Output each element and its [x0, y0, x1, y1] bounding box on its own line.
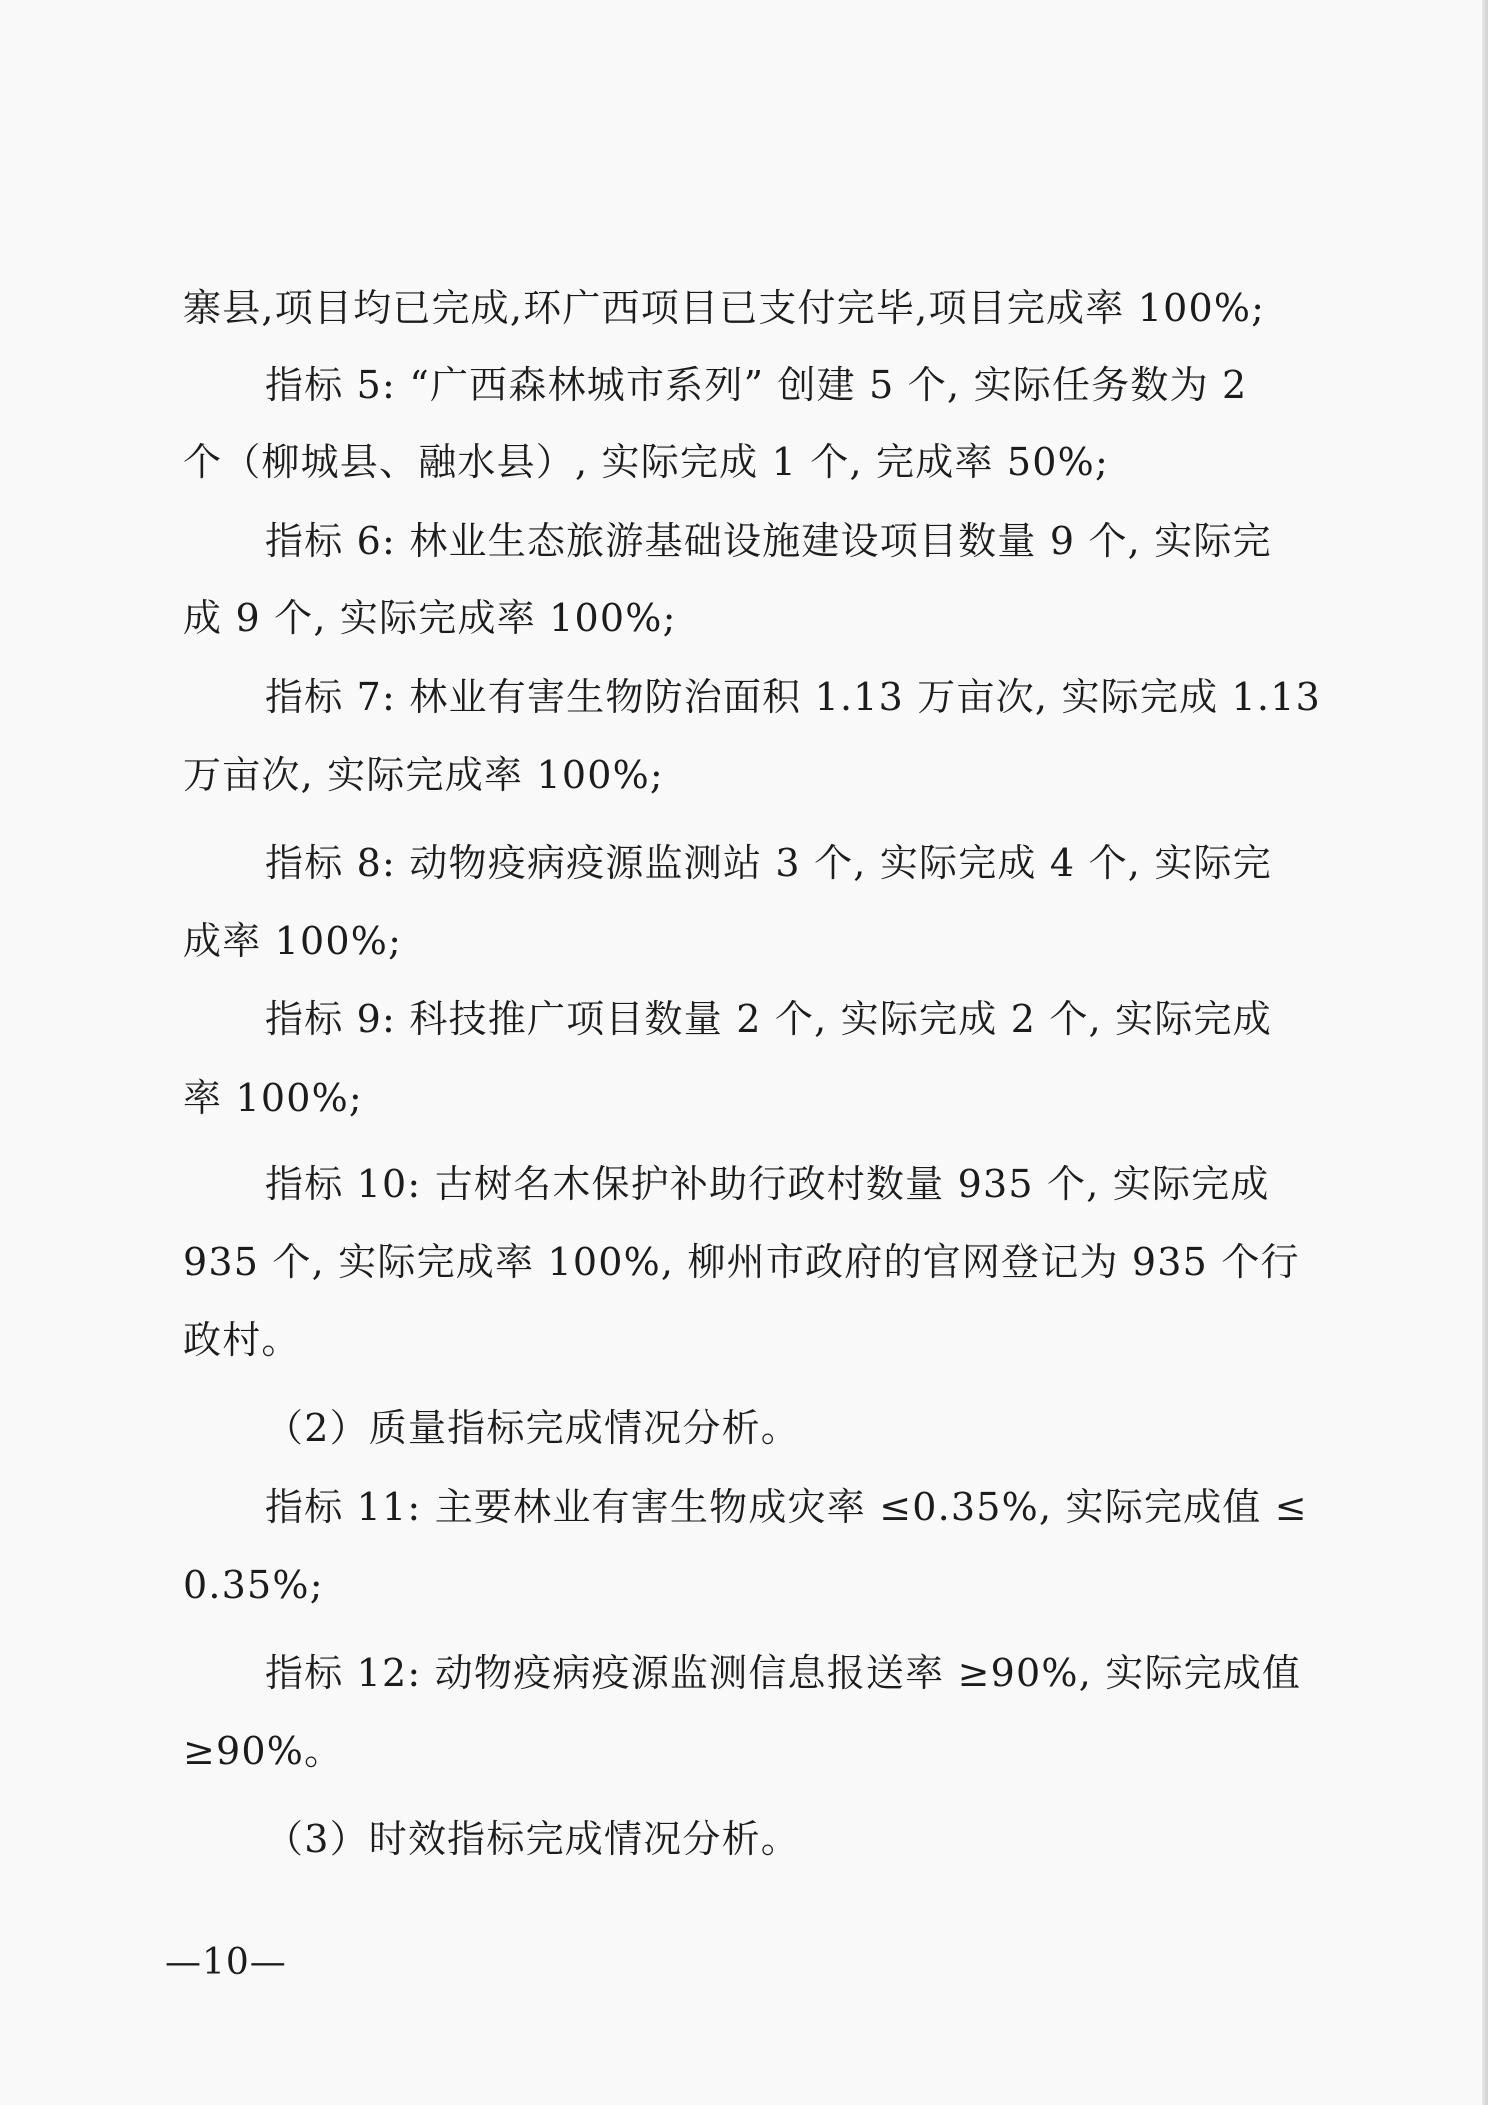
- text-line: 个（柳城县、融水县）, 实际完成 1 个, 完成率 50%;: [183, 440, 1109, 484]
- section-heading: （3）时效指标完成情况分析。: [265, 1817, 800, 1861]
- text-line: 指标 7: 林业有害生物防治面积 1.13 万亩次, 实际完成 1.13: [265, 675, 1321, 719]
- text-line: 万亩次, 实际完成率 100%;: [183, 753, 664, 797]
- text-line: 指标 11: 主要林业有害生物成灾率 ≤0.35%, 实际完成值 ≤: [265, 1485, 1308, 1529]
- text-line: 成率 100%;: [183, 919, 403, 963]
- section-heading: （2）质量指标完成情况分析。: [265, 1406, 800, 1450]
- text-line: 0.35%;: [183, 1563, 324, 1607]
- text-line: 指标 5: “广西森林城市系列” 创建 5 个, 实际任务数为 2: [265, 363, 1248, 407]
- text-line: 指标 9: 科技推广项目数量 2 个, 实际完成 2 个, 实际完成: [265, 997, 1272, 1041]
- text-line: 指标 6: 林业生态旅游基础设施建设项目数量 9 个, 实际完: [265, 519, 1272, 563]
- text-line: 政村。: [183, 1318, 301, 1362]
- text-line: ≥90%。: [183, 1729, 344, 1773]
- text-line: 寨县,项目均已完成,环广西项目已支付完毕,项目完成率 100%;: [183, 286, 1266, 330]
- text-line: 率 100%;: [183, 1076, 363, 1120]
- text-line: 指标 10: 古树名木保护补助行政村数量 935 个, 实际完成: [265, 1162, 1270, 1206]
- page-edge: [1482, 0, 1488, 2105]
- text-line: 935 个, 实际完成率 100%, 柳州市政府的官网登记为 935 个行: [183, 1240, 1300, 1284]
- page-number: —10—: [165, 1942, 287, 1983]
- text-line: 成 9 个, 实际完成率 100%;: [183, 596, 677, 640]
- text-line: 指标 8: 动物疫病疫源监测站 3 个, 实际完成 4 个, 实际完: [265, 841, 1272, 885]
- text-line: 指标 12: 动物疫病疫源监测信息报送率 ≥90%, 实际完成值: [265, 1651, 1302, 1695]
